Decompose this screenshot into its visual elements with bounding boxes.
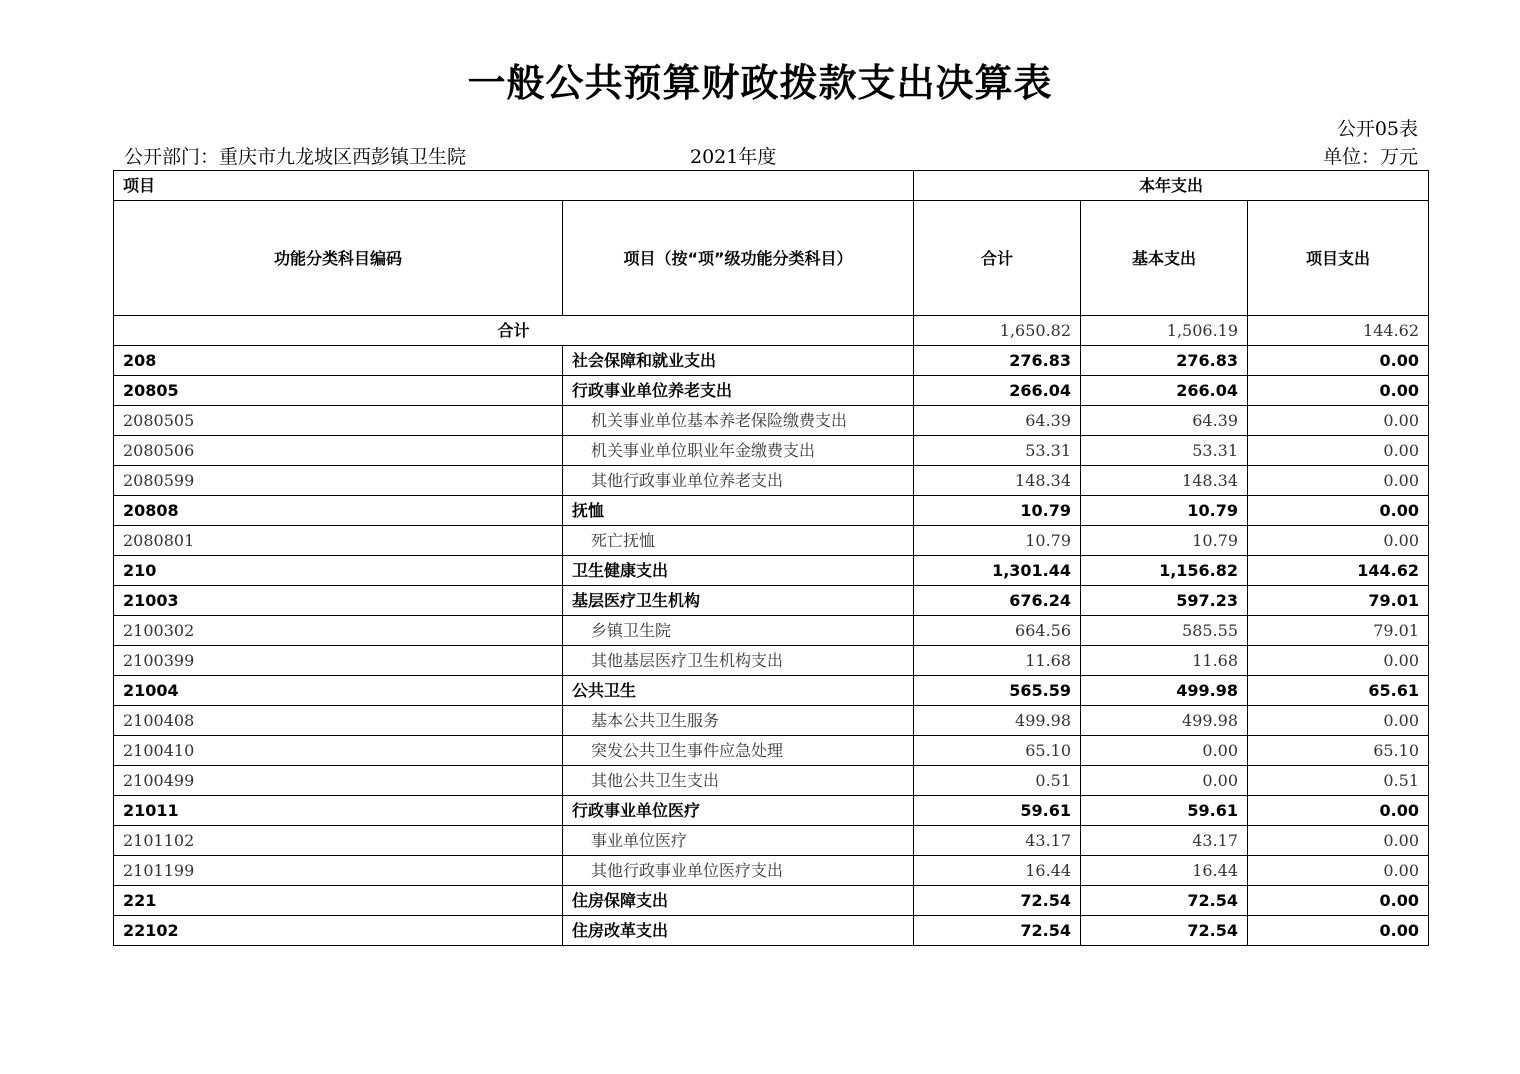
row-code: 2080599 [114,466,563,496]
row-total: 59.61 [914,796,1081,826]
row-code: 221 [114,886,563,916]
row-code: 210 [114,556,563,586]
total-basic: 1,506.19 [1081,316,1248,346]
table-row [114,706,1429,736]
header-project: 项目 [114,171,914,201]
row-project: 0.00 [1248,826,1429,856]
row-basic: 1,156.82 [1081,556,1248,586]
row-code: 21004 [114,676,563,706]
table-row [114,616,1429,646]
row-total: 1,301.44 [914,556,1081,586]
header-basic: 基本支出 [1081,201,1248,316]
table-row [114,586,1429,616]
header-row-1 [114,171,1429,201]
row-basic: 0.00 [1081,736,1248,766]
page-title: 一般公共预算财政拨款支出决算表 [467,61,1053,105]
table-row [114,406,1429,436]
row-code: 2100408 [114,706,563,736]
header-project-name: 项目（按“项”级功能分类科目） [563,201,914,316]
header-row-2 [114,201,1429,316]
row-basic: 499.98 [1081,706,1248,736]
row-name: 机关事业单位基本养老保险缴费支出 [563,406,914,436]
row-basic: 148.34 [1081,466,1248,496]
row-basic: 10.79 [1081,526,1248,556]
table-row [114,736,1429,766]
row-name: 其他公共卫生支出 [563,766,914,796]
meta-row [124,142,1418,168]
total-project: 144.62 [1248,316,1429,346]
row-code: 2101199 [114,856,563,886]
row-code: 2080801 [114,526,563,556]
row-project: 0.00 [1248,886,1429,916]
row-project: 65.10 [1248,736,1429,766]
row-project: 65.61 [1248,676,1429,706]
row-total: 664.56 [914,616,1081,646]
row-name: 卫生健康支出 [563,556,914,586]
table-row [114,676,1429,706]
row-basic: 64.39 [1081,406,1248,436]
table-row [114,466,1429,496]
table-row [114,496,1429,526]
row-total: 64.39 [914,406,1081,436]
row-code: 208 [114,346,563,376]
row-name: 公共卫生 [563,676,914,706]
row-name: 抚恤 [563,496,914,526]
row-project: 0.00 [1248,376,1429,406]
table-row [114,796,1429,826]
department-label: 公开部门：重庆市九龙坡区西彭镇卫生院 [124,146,467,168]
table-row [114,556,1429,586]
table-row [114,856,1429,886]
unit-label: 单位：万元 [1322,146,1418,168]
row-name: 基本公共卫生服务 [563,706,914,736]
row-total: 10.79 [914,526,1081,556]
row-project: 0.00 [1248,856,1429,886]
table-row [114,436,1429,466]
row-basic: 16.44 [1081,856,1248,886]
row-code: 2100302 [114,616,563,646]
row-name: 机关事业单位职业年金缴费支出 [563,436,914,466]
row-total: 72.54 [914,886,1081,916]
row-basic: 53.31 [1081,436,1248,466]
row-total: 676.24 [914,586,1081,616]
row-code: 2101102 [114,826,563,856]
table-row [114,346,1429,376]
row-name: 社会保障和就业支出 [563,346,914,376]
row-basic: 276.83 [1081,346,1248,376]
row-name: 住房改革支出 [563,916,914,946]
row-basic: 72.54 [1081,916,1248,946]
row-name: 其他基层医疗卫生机构支出 [563,646,914,676]
row-total: 11.68 [914,646,1081,676]
row-basic: 266.04 [1081,376,1248,406]
form-number: 公开05表 [1336,118,1418,140]
header-current-year-expense: 本年支出 [914,171,1429,201]
row-name: 行政事业单位养老支出 [563,376,914,406]
header-code: 功能分类科目编码 [114,201,563,316]
row-name: 其他行政事业单位养老支出 [563,466,914,496]
expense-table [113,170,1429,946]
row-project: 0.00 [1248,346,1429,376]
header-project-expense: 项目支出 [1248,201,1429,316]
row-name: 其他行政事业单位医疗支出 [563,856,914,886]
table-row [114,526,1429,556]
row-code: 2100499 [114,766,563,796]
row-project: 0.00 [1248,436,1429,466]
table-row [114,826,1429,856]
row-project: 79.01 [1248,586,1429,616]
total-sum: 1,650.82 [914,316,1081,346]
total-row [114,316,1429,346]
row-total: 0.51 [914,766,1081,796]
row-total: 43.17 [914,826,1081,856]
row-project: 0.00 [1248,796,1429,826]
row-name: 事业单位医疗 [563,826,914,856]
row-project: 0.00 [1248,646,1429,676]
row-total: 16.44 [914,856,1081,886]
table-row [114,766,1429,796]
row-basic: 43.17 [1081,826,1248,856]
row-total: 53.31 [914,436,1081,466]
table-row [114,376,1429,406]
table-row [114,916,1429,946]
row-basic: 11.68 [1081,646,1248,676]
row-project: 0.00 [1248,496,1429,526]
row-project: 144.62 [1248,556,1429,586]
row-basic: 10.79 [1081,496,1248,526]
row-basic: 72.54 [1081,886,1248,916]
row-total: 276.83 [914,346,1081,376]
row-name: 死亡抚恤 [563,526,914,556]
row-code: 20808 [114,496,563,526]
row-total: 499.98 [914,706,1081,736]
row-total: 266.04 [914,376,1081,406]
row-total: 10.79 [914,496,1081,526]
row-project: 0.00 [1248,526,1429,556]
row-project: 0.51 [1248,766,1429,796]
table-row [114,886,1429,916]
row-project: 0.00 [1248,406,1429,436]
row-total: 72.54 [914,916,1081,946]
row-project: 0.00 [1248,916,1429,946]
row-name: 乡镇卫生院 [563,616,914,646]
fiscal-year: 2021年度 [690,146,777,168]
row-total: 65.10 [914,736,1081,766]
row-basic: 0.00 [1081,766,1248,796]
row-name: 住房保障支出 [563,886,914,916]
row-code: 2100410 [114,736,563,766]
row-basic: 499.98 [1081,676,1248,706]
row-basic: 585.55 [1081,616,1248,646]
row-code: 21011 [114,796,563,826]
row-name: 基层医疗卫生机构 [563,586,914,616]
row-basic: 59.61 [1081,796,1248,826]
table-row [114,646,1429,676]
row-code: 22102 [114,916,563,946]
row-project: 0.00 [1248,466,1429,496]
total-label: 合计 [114,316,914,346]
row-code: 20805 [114,376,563,406]
row-code: 21003 [114,586,563,616]
row-name: 行政事业单位医疗 [563,796,914,826]
row-total: 148.34 [914,466,1081,496]
row-total: 565.59 [914,676,1081,706]
row-name: 突发公共卫生事件应急处理 [563,736,914,766]
row-basic: 597.23 [1081,586,1248,616]
row-code: 2080506 [114,436,563,466]
row-code: 2080505 [114,406,563,436]
row-project: 0.00 [1248,706,1429,736]
row-code: 2100399 [114,646,563,676]
header-total: 合计 [914,201,1081,316]
row-project: 79.01 [1248,616,1429,646]
